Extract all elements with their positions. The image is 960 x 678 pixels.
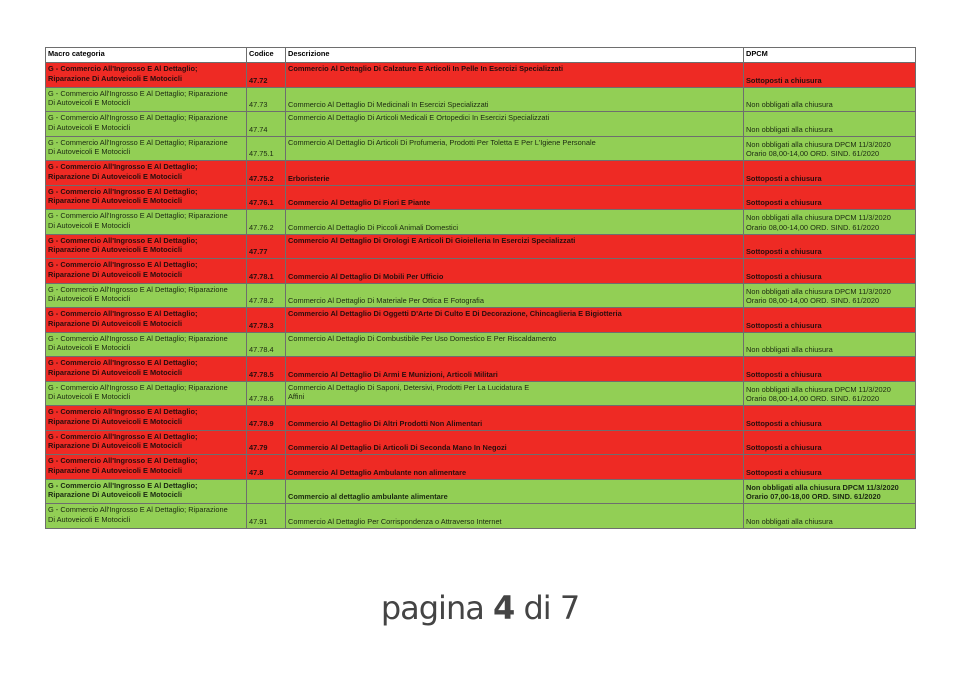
macro-categoria-cell-line: Riparazione Di Autoveicoli E Motocicli <box>48 196 183 206</box>
dpcm-cell <box>744 504 916 529</box>
table-row <box>46 234 916 259</box>
codice-cell <box>247 357 286 382</box>
macro-categoria-cell-line: Riparazione Di Autoveicoli E Motocicli <box>48 367 183 377</box>
table-row <box>46 210 916 235</box>
dpcm-cell-line: Orario 08,00-14,00 ORD. SIND. 61/2020 <box>746 296 880 306</box>
descrizione-cell <box>286 308 744 333</box>
macro-categoria-cell-line: G - Commercio All'Ingrosso E Al Dettaglio; <box>48 309 198 318</box>
table-row <box>46 63 916 88</box>
macro-categoria-cell-line: Di Autoveicoli E Motocicli <box>48 514 131 524</box>
descrizione-cell-line: Commercio Al Dettaglio Di Armi E Munizioni, Articoli Militari <box>288 369 498 379</box>
dpcm-cell-line: Non obbligati alla chiusura <box>746 345 833 355</box>
descrizione-cell <box>286 479 744 504</box>
macro-categoria-cell <box>46 259 247 284</box>
descrizione-cell-line: Commercio Al Dettaglio Di Medicinali In Esercizi Specializzati <box>288 100 489 110</box>
descrizione-cell-line: Commercio Al Dettaglio Di Orologi E Articoli Di Gioielleria In Esercizi Specializzati <box>288 235 576 245</box>
codice-cell <box>247 406 286 431</box>
table-row <box>46 504 916 529</box>
codice-cell <box>247 504 286 529</box>
macro-categoria-cell-line: Riparazione Di Autoveicoli E Motocicli <box>48 171 183 181</box>
macro-categoria-cell-line: Di Autoveicoli E Motocicli <box>48 392 131 402</box>
macro-categoria-cell-line: G - Commercio All'Ingrosso E Al Dettaglio; <box>48 456 198 465</box>
codice-value: 47.74 <box>249 124 268 134</box>
macro-categoria-cell-line: Di Autoveicoli E Motocicli <box>48 343 131 353</box>
dpcm-cell <box>744 161 916 186</box>
descrizione-cell-line: Commercio Al Dettaglio Di Combustibile Per Uso Domestico E Per Riscaldamento <box>288 333 557 343</box>
descrizione-cell-line: Commercio Al Dettaglio Di Saponi, Detersivi, Prodotti Per La Lucidatura E <box>288 382 530 392</box>
dpcm-cell-line: Sottoposti a chiusura <box>746 443 822 453</box>
page-indicator <box>0 589 960 627</box>
dpcm-cell-line: Orario 08,00-14,00 ORD. SIND. 61/2020 <box>746 394 880 404</box>
codice-value: 47.78.3 <box>249 320 274 330</box>
macro-categoria-cell-line: G - Commercio All'Ingrosso E Al Dettaglio; <box>48 431 198 441</box>
codice-value: 47.76.1 <box>249 198 274 208</box>
macro-categoria-cell-line: G - Commercio All'Ingrosso E Al Dettaglio; Riparazione <box>48 137 228 147</box>
table-row <box>46 332 916 357</box>
table-row <box>46 283 916 308</box>
macro-categoria-cell-line: G - Commercio All'Ingrosso E Al Dettaglio; Riparazione <box>48 88 228 98</box>
macro-categoria-cell <box>46 406 247 431</box>
macro-categoria-cell <box>46 161 247 186</box>
codice-value: 47.75.1 <box>249 149 274 159</box>
descrizione-cell <box>286 136 744 161</box>
descrizione-cell <box>286 112 744 137</box>
codice-value: 47.91 <box>249 516 268 526</box>
codice-value: 47.78.6 <box>249 394 274 404</box>
descrizione-cell <box>286 161 744 186</box>
dpcm-cell-line: Non obbligati alla chiusura DPCM 11/3/2020 <box>746 286 891 296</box>
dpcm-cell-line: Sottoposti a chiusura <box>746 271 822 281</box>
dpcm-cell <box>744 87 916 112</box>
header-dpcm: DPCM <box>744 48 916 63</box>
dpcm-cell <box>744 185 916 210</box>
descrizione-cell-line: Commercio Al Dettaglio Per Corrispondenza o Attraverso Internet <box>288 516 502 526</box>
dpcm-cell-line: Orario 08,00-14,00 ORD. SIND. 61/2020 <box>746 222 880 232</box>
descrizione-cell-line: Commercio Al Dettaglio Ambulante non alimentare <box>288 467 467 477</box>
macro-categoria-cell-line: G - Commercio All'Ingrosso E Al Dettaglio; <box>48 358 198 367</box>
dpcm-cell-line: Orario 08,00-14,00 ORD. SIND. 61/2020 <box>746 149 880 159</box>
descrizione-cell <box>286 406 744 431</box>
codice-value: 47.78.4 <box>249 345 274 355</box>
macro-categoria-cell-line: Riparazione Di Autoveicoli E Motocicli <box>48 441 183 451</box>
dpcm-cell-line: Sottoposti a chiusura <box>746 173 822 183</box>
codice-cell <box>247 210 286 235</box>
macro-categoria-cell-line: G - Commercio All'Ingrosso E Al Dettaglio; Riparazione <box>48 211 228 220</box>
codice-cell <box>247 283 286 308</box>
dpcm-cell <box>744 63 916 88</box>
table-row <box>46 381 916 406</box>
dpcm-cell-line: Orario 07,00-18,00 ORD. SIND. 61/2020 <box>746 492 881 502</box>
table-row <box>46 430 916 455</box>
macro-categoria-cell-line: Di Autoveicoli E Motocicli <box>48 294 131 304</box>
descrizione-cell-line: Commercio Al Dettaglio Di Oggetti D'Arte Di Culto E Di Decorazione, Chincaglieria E Bigiotteria <box>288 309 622 318</box>
macro-categoria-cell-line: Di Autoveicoli E Motocicli <box>48 147 131 157</box>
dpcm-cell-line: Sottoposti a chiusura <box>746 320 822 330</box>
descrizione-cell <box>286 63 744 88</box>
codice-value: 47.78.9 <box>249 418 274 428</box>
dpcm-cell <box>744 406 916 431</box>
dpcm-cell-line: Sottoposti a chiusura <box>746 247 822 257</box>
header-row <box>46 48 916 63</box>
descrizione-cell <box>286 283 744 308</box>
table-row <box>46 455 916 480</box>
dpcm-cell <box>744 332 916 357</box>
codice-cell <box>247 308 286 333</box>
descrizione-cell <box>286 259 744 284</box>
macro-categoria-cell <box>46 381 247 406</box>
table-row <box>46 87 916 112</box>
page-label: pagina <box>380 589 484 627</box>
codice-cell <box>247 381 286 406</box>
macro-categoria-cell-line: Riparazione Di Autoveicoli E Motocicli <box>48 245 183 255</box>
dpcm-cell <box>744 381 916 406</box>
macro-categoria-cell <box>46 63 247 88</box>
codice-cell <box>247 112 286 137</box>
descrizione-cell <box>286 87 744 112</box>
macro-categoria-cell <box>46 504 247 529</box>
dpcm-cell-line: Non obbligati alla chiusura <box>746 516 833 526</box>
descrizione-cell-line: Commercio al dettaglio ambulante alimentare <box>288 492 448 502</box>
descrizione-cell <box>286 185 744 210</box>
dpcm-cell-line: Non obbligati alla chiusura <box>746 124 833 134</box>
macro-categoria-cell-line: Riparazione Di Autoveicoli E Motocicli <box>48 318 183 328</box>
macro-categoria-cell <box>46 234 247 259</box>
dpcm-cell-line: Sottoposti a chiusura <box>746 75 822 85</box>
macro-categoria-cell-line: G - Commercio All'Ingrosso E Al Dettaglio; Riparazione <box>48 284 228 294</box>
dpcm-cell <box>744 259 916 284</box>
macro-categoria-cell-line: G - Commercio All'Ingrosso E Al Dettaglio; <box>48 235 198 245</box>
dpcm-cell-line: Non obbligati alla chiusura <box>746 100 833 110</box>
dpcm-cell <box>744 430 916 455</box>
codice-cell <box>247 161 286 186</box>
codice-cell <box>247 234 286 259</box>
current-page-number: 4 <box>493 589 515 627</box>
dpcm-cell-line: Sottoposti a chiusura <box>746 467 822 477</box>
macro-categoria-cell <box>46 210 247 235</box>
descrizione-cell <box>286 234 744 259</box>
macro-categoria-cell-line: G - Commercio All'Ingrosso E Al Dettaglio; <box>48 162 198 171</box>
table-row <box>46 136 916 161</box>
macro-categoria-cell <box>46 332 247 357</box>
descrizione-cell-line: Affini <box>288 392 305 402</box>
macro-categoria-cell-line: Riparazione Di Autoveicoli E Motocicli <box>48 73 183 83</box>
dpcm-cell-line: Sottoposti a chiusura <box>746 369 822 379</box>
dpcm-cell-line: Non obbligati alla chiusura DPCM 11/3/2020 <box>746 139 891 149</box>
macro-categoria-cell <box>46 283 247 308</box>
descrizione-cell-line: Commercio Al Dettaglio Di Articoli Di Profumeria, Prodotti Per Toletta E Per L'Igiene Personale <box>288 137 596 147</box>
macro-categoria-cell-line: Di Autoveicoli E Motocicli <box>48 122 131 132</box>
descrizione-cell <box>286 381 744 406</box>
table-row <box>46 479 916 504</box>
descrizione-cell-line: Commercio Al Dettaglio Di Materiale Per Ottica E Fotografia <box>288 296 484 306</box>
codice-value <box>249 492 283 502</box>
codice-cell <box>247 63 286 88</box>
dpcm-cell-line: Non obbligati alla chiusura DPCM 11/3/2020 <box>746 482 899 492</box>
table-row <box>46 308 916 333</box>
macro-categoria-cell-line: G - Commercio All'Ingrosso E Al Dettaglio; <box>48 480 198 490</box>
descrizione-cell-line: Commercio Al Dettaglio Di Articoli Medicali E Ortopedici In Esercizi Specializzati <box>288 113 550 122</box>
macro-categoria-cell-line: Riparazione Di Autoveicoli E Motocicli <box>48 465 183 475</box>
codice-cell <box>247 185 286 210</box>
dpcm-cell <box>744 234 916 259</box>
macro-categoria-cell <box>46 185 247 210</box>
macro-categoria-cell-line: Riparazione Di Autoveicoli E Motocicli <box>48 269 183 279</box>
dpcm-cell <box>744 357 916 382</box>
codice-value: 47.77 <box>249 247 268 257</box>
descrizione-cell <box>286 504 744 529</box>
descrizione-cell-line: Commercio Al Dettaglio Di Calzature E Articoli In Pelle In Esercizi Specializzati <box>288 64 564 73</box>
macro-categoria-cell <box>46 479 247 504</box>
descrizione-cell <box>286 455 744 480</box>
macro-categoria-cell-line: G - Commercio All'Ingrosso E Al Dettaglio; <box>48 260 198 269</box>
descrizione-cell <box>286 210 744 235</box>
macro-categoria-cell-line: Di Autoveicoli E Motocicli <box>48 220 131 230</box>
codice-value: 47.72 <box>249 75 268 85</box>
macro-categoria-cell <box>46 87 247 112</box>
descrizione-cell-line: Erboristerie <box>288 173 330 183</box>
codice-cell <box>247 332 286 357</box>
dpcm-cell-line: Sottoposti a chiusura <box>746 418 822 428</box>
codice-value: 47.78.1 <box>249 271 274 281</box>
macro-categoria-cell <box>46 357 247 382</box>
descrizione-cell <box>286 430 744 455</box>
descrizione-cell-line: Commercio Al Dettaglio Di Piccoli Animali Domestici <box>288 222 459 232</box>
macro-categoria-cell-line: Riparazione Di Autoveicoli E Motocicli <box>48 416 183 426</box>
dpcm-cell <box>744 112 916 137</box>
dpcm-cell <box>744 479 916 504</box>
codice-value: 47.79 <box>249 443 268 453</box>
header-descrizione: Descrizione <box>286 48 744 63</box>
descrizione-cell-line: Commercio Al Dettaglio Di Articoli Di Seconda Mano In Negozi <box>288 443 507 453</box>
codice-cell <box>247 430 286 455</box>
dpcm-cell-line: Non obbligati alla chiusura DPCM 11/3/2020 <box>746 213 891 223</box>
table-row <box>46 161 916 186</box>
dpcm-cell <box>744 308 916 333</box>
header-codice: Codice <box>247 48 286 63</box>
codice-value: 47.76.2 <box>249 222 274 232</box>
macro-categoria-cell <box>46 308 247 333</box>
codice-cell <box>247 455 286 480</box>
macro-categoria-cell <box>46 136 247 161</box>
macro-categoria-cell-line: G - Commercio All'Ingrosso E Al Dettaglio; Riparazione <box>48 382 228 392</box>
codice-cell <box>247 479 286 504</box>
codice-cell <box>247 87 286 112</box>
table-row <box>46 406 916 431</box>
codice-value: 47.8 <box>249 467 264 477</box>
descrizione-cell-line: Commercio Al Dettaglio Di Fiori E Piante <box>288 198 431 208</box>
descrizione-cell-line: Commercio Al Dettaglio Di Altri Prodotti Non Alimentari <box>288 418 483 428</box>
table-row <box>46 357 916 382</box>
dpcm-cell <box>744 283 916 308</box>
descrizione-cell <box>286 357 744 382</box>
codice-value: 47.78.5 <box>249 369 274 379</box>
commerce-table <box>45 47 916 529</box>
total-pages-number: 7 <box>559 589 580 627</box>
dpcm-cell <box>744 210 916 235</box>
dpcm-cell-line: Sottoposti a chiusura <box>746 198 822 208</box>
macro-categoria-cell-line: G - Commercio All'Ingrosso E Al Dettaglio; Riparazione <box>48 505 228 514</box>
dpcm-cell <box>744 136 916 161</box>
table-row <box>46 112 916 137</box>
macro-categoria-cell-line: G - Commercio All'Ingrosso E Al Dettaglio; <box>48 64 198 73</box>
descrizione-cell <box>286 332 744 357</box>
macro-categoria-cell-line: G - Commercio All'Ingrosso E Al Dettaglio; <box>48 186 198 196</box>
dpcm-cell-line: Non obbligati alla chiusura DPCM 11/3/2020 <box>746 384 891 394</box>
macro-categoria-cell-line: G - Commercio All'Ingrosso E Al Dettaglio; <box>48 407 198 416</box>
page-of-label: di <box>523 589 551 627</box>
macro-categoria-cell <box>46 455 247 480</box>
macro-categoria-cell <box>46 430 247 455</box>
macro-categoria-cell-line: Di Autoveicoli E Motocicli <box>48 98 131 108</box>
macro-categoria-cell-line: Riparazione Di Autoveicoli E Motocicli <box>48 490 183 500</box>
codice-cell <box>247 136 286 161</box>
macro-categoria-cell-line: G - Commercio All'Ingrosso E Al Dettaglio; Riparazione <box>48 113 228 122</box>
codice-value: 47.78.2 <box>249 296 274 306</box>
macro-categoria-cell <box>46 112 247 137</box>
macro-categoria-cell-line: G - Commercio All'Ingrosso E Al Dettaglio; Riparazione <box>48 333 228 343</box>
table-row <box>46 185 916 210</box>
table-row <box>46 259 916 284</box>
dpcm-cell <box>744 455 916 480</box>
codice-value: 47.75.2 <box>249 173 274 183</box>
codice-value: 47.73 <box>249 100 268 110</box>
descrizione-cell-line: Commercio Al Dettaglio Di Mobili Per Ufficio <box>288 271 444 281</box>
header-macro-categoria: Macro categoria <box>46 48 247 63</box>
codice-cell <box>247 259 286 284</box>
